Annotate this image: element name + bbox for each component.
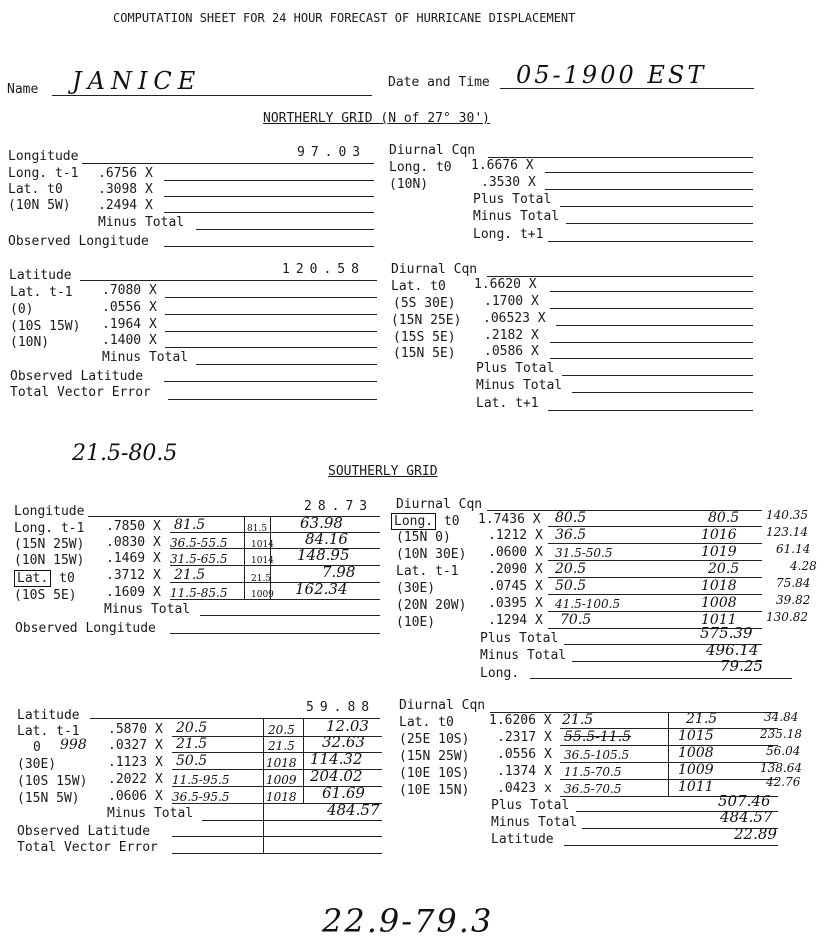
s-long-row-line <box>170 532 380 533</box>
s-dl-row-pos: 31.5-50.5 <box>555 546 613 560</box>
n-dl-minus-total: Minus Total <box>473 209 560 224</box>
s-long-row-coef: .1469 X <box>106 551 161 566</box>
s-lat-row-label-note: 998 <box>60 737 87 753</box>
n-diurnal-long-title: Diurnal Cqn <box>389 143 476 158</box>
s-dl-row-val: 1008 <box>701 595 737 611</box>
n-dlat-row-label: Lat. t0 <box>391 279 446 294</box>
s-dlat-row-pos: 11.5-70.5 <box>564 765 622 779</box>
s-long-row-prod: 63.98 <box>300 514 343 532</box>
n-long-row-line <box>164 212 374 213</box>
s-dl-row-label: (15N 0) <box>396 530 451 545</box>
s-long-row-label: (15N 25W) <box>14 537 85 552</box>
name-line <box>52 95 372 96</box>
s-lat-minus-line <box>202 820 382 821</box>
n-lat-minus-line <box>196 364 377 365</box>
s-observed-longitude: Observed Longitude <box>15 621 156 636</box>
s-dlat-result-line <box>564 845 778 846</box>
n-diurnal-lat-title: Diurnal Cqn <box>391 262 478 277</box>
s-lat-row-val: 20.5 <box>268 723 295 737</box>
s-dlat-row-val: 1008 <box>678 745 714 761</box>
s-dl-row-prod: 4.28 <box>790 559 817 573</box>
s-long-row-pos: 21.5 <box>174 567 206 583</box>
n-long-row-label: (10N 5W) <box>8 198 71 213</box>
s-dl-row-pos: 41.5-100.5 <box>555 597 621 611</box>
s-lat-row-coef: .1123 X <box>108 755 163 770</box>
s-dlat-plus-total: Plus Total <box>491 798 570 813</box>
s-lat-minus-total-value: 484.57 <box>327 801 380 819</box>
n-dl-row-line <box>545 189 753 190</box>
s-latitude-total: 59.88 <box>306 700 376 715</box>
s-long-row-label-lat-t0 <box>14 571 75 586</box>
n-dlat-minus-total: Minus Total <box>476 378 563 393</box>
s-long-row-pos: 81.5 <box>174 517 206 533</box>
s-diurnal-lat-title: Diurnal Cqn <box>399 698 486 713</box>
n-latitude-line <box>80 280 377 281</box>
s-lat-row-val: 1018 <box>266 756 297 770</box>
s-dlat-row-label: (10E 10S) <box>399 766 470 781</box>
s-lat-row-val: 1009 <box>266 773 297 787</box>
n-dlat-result-line <box>548 410 753 411</box>
n-dlat-row-label: (15N 5E) <box>393 346 456 361</box>
s-dl-row-pos: 36.5 <box>555 527 587 543</box>
s-dlat-row-pos: 36.5-105.5 <box>564 748 630 762</box>
s-lat-row-label: (10S 15W) <box>17 774 88 789</box>
s-long-minus-line <box>200 615 380 616</box>
s-vector-error-line <box>172 853 382 854</box>
s-dlat-minus-total-value: 484.57 <box>720 808 773 826</box>
n-observed-lat-line <box>164 381 377 382</box>
s-lat-row-val: 1018 <box>266 790 297 804</box>
s-dlat-row-label: (25E 10S) <box>399 732 470 747</box>
s-lat-row-pos: 50.5 <box>176 753 208 769</box>
s-long-row-line <box>170 582 380 583</box>
n-longitude-line <box>82 163 374 164</box>
s-dl-row-pos: 80.5 <box>555 510 587 526</box>
n-long-row-coef: .3098 X <box>98 182 153 197</box>
s-lat-column-divider <box>263 718 264 854</box>
n-dl-row-label: Long. t0 <box>389 160 452 175</box>
s-lat-row-prod: 61.69 <box>322 784 365 802</box>
n-dl-row-coef: .3530 X <box>481 175 536 190</box>
n-longitude-label: Longitude <box>8 149 79 164</box>
n-dl-row-line <box>545 172 753 173</box>
s-lat-row-coef: .2022 X <box>108 772 163 787</box>
s-long-row-val: 1009 <box>251 590 274 600</box>
s-dl-row-prod: 123.14 <box>766 525 808 539</box>
s-dl-row-coef: 1.7436 X <box>478 512 541 527</box>
n-dlat-result: Lat. t+1 <box>476 396 539 411</box>
n-latitude-total: 120.58 <box>282 262 365 277</box>
s-long-minus-total: Minus Total <box>104 602 191 617</box>
s-observed-lat-line <box>172 836 382 837</box>
n-dlat-row-label: (15N 25E) <box>391 313 462 328</box>
s-long-row-prod: 148.95 <box>297 546 350 564</box>
n-lat-row-label: Lat. t-1 <box>10 285 73 300</box>
s-lat-row-label: (30E) <box>17 757 57 772</box>
s-lat-row-prod: 12.03 <box>326 717 369 735</box>
s-dl-row-val: 1018 <box>701 578 737 594</box>
n-lat-row-label: (10S 15W) <box>10 319 81 334</box>
s-long-row-line <box>170 599 380 600</box>
s-dlat-result-value: 22.89 <box>734 825 777 843</box>
s-dl-row-prod: 75.84 <box>776 576 811 590</box>
s-total-vector-error: Total Vector Error <box>17 840 158 855</box>
n-observed-latitude: Observed Latitude <box>10 369 144 384</box>
n-lat-row-label: (10N) <box>10 335 50 350</box>
s-dlat-result: Latitude <box>491 832 554 847</box>
s-longitude-total: 28.73 <box>304 499 374 514</box>
sheet-title: COMPUTATION SHEET FOR 24 HOUR FORECAST OF HURRICANE DISPLACEMENT <box>113 11 576 25</box>
s-long-row-coef: .0830 X <box>106 535 161 550</box>
s-dlat-row-prod: 235.18 <box>760 727 802 741</box>
n-long-row-line <box>164 196 374 197</box>
s-dl-row-pos: 70.5 <box>560 612 592 628</box>
s-dl-row-pos: 50.5 <box>555 578 587 594</box>
n-dl-minus-line <box>566 223 753 224</box>
n-latitude-label: Latitude <box>9 268 72 283</box>
s-lat-minus-total: Minus Total <box>107 806 194 821</box>
s-long-row-label: (10N 15W) <box>14 553 85 568</box>
n-lat-row-line <box>165 297 377 298</box>
n-dlat-row-coef: .2182 X <box>484 328 539 343</box>
n-dlat-row-coef: .06523 X <box>483 311 546 326</box>
s-dlat-row-val: 1009 <box>678 762 714 778</box>
boxed-label: Lat. <box>14 570 51 587</box>
n-lat-row-line <box>165 314 377 315</box>
name-value: JANICE <box>72 67 202 95</box>
s-dlat-row-prod: 138.64 <box>760 761 802 775</box>
s-dlat-minus-total: Minus Total <box>491 815 578 830</box>
s-dlat-row-line <box>560 745 778 746</box>
s-dl-minus-total: Minus Total <box>480 648 567 663</box>
s-dl-row-coef: .1294 X <box>488 613 543 628</box>
s-lat-row-prod: 114.32 <box>310 750 363 768</box>
s-long-row-pos: 31.5-65.5 <box>170 552 228 566</box>
n-dlat-row-label: (5S 30E) <box>393 296 456 311</box>
n-observed-longitude: Observed Longitude <box>8 234 149 249</box>
s-dl-plus-total: Plus Total <box>480 631 559 646</box>
s-dlat-row-line <box>560 762 778 763</box>
label-suffix: t0 <box>59 571 75 586</box>
s-long-row-coef: .3712 X <box>106 568 161 583</box>
s-dl-row-label-long-t0 <box>391 514 460 529</box>
s-dlat-row-prod: 34.84 <box>764 710 799 724</box>
s-dl-row-prod: 140.35 <box>766 508 808 522</box>
date-label: Date and Time <box>388 75 490 90</box>
s-dl-row-label: (30E) <box>396 581 436 596</box>
s-dl-row-val: 1011 <box>701 612 737 628</box>
s-dlat-row-coef: .0423 x <box>497 781 552 796</box>
s-lat-row-coef: .5870 X <box>108 722 163 737</box>
s-lat-row-pos: 36.5-95.5 <box>172 790 230 804</box>
s-dlat-row-label: (10E 15N) <box>399 783 470 798</box>
n-dlat-row-coef: .0586 X <box>484 344 539 359</box>
s-lat-column-divider <box>303 718 304 804</box>
s-dl-result-line <box>530 678 792 679</box>
s-observed-latitude: Observed Latitude <box>17 824 151 839</box>
s-dl-row-prod: 39.82 <box>776 593 811 607</box>
s-dl-row-label: Lat. t-1 <box>396 564 459 579</box>
s-dlat-row-pos: 55.5-11.5 <box>564 729 632 745</box>
date-line <box>500 88 754 89</box>
s-dl-row-coef: .2090 X <box>488 562 543 577</box>
s-dlat-row-val: 1011 <box>678 779 714 795</box>
s-lat-row-label: Lat. t-1 <box>17 724 80 739</box>
n-dl-row-label: (10N) <box>389 177 429 192</box>
s-observed-long-line <box>170 633 380 634</box>
s-long-column-divider <box>244 516 245 600</box>
label-suffix: t0 <box>443 514 460 529</box>
s-dlat-row-pos: 21.5 <box>562 712 594 728</box>
n-long-row-coef: .6756 X <box>98 166 153 181</box>
s-longitude-label: Longitude <box>14 504 85 519</box>
n-vector-error-line <box>168 399 377 400</box>
s-dl-plus-total-value: 575.39 <box>700 624 753 642</box>
s-lat-row-pos: 21.5 <box>176 736 208 752</box>
n-dl-row-coef: 1.6676 X <box>471 158 534 173</box>
s-long-row-coef: .7850 X <box>106 519 161 534</box>
n-long-minus-line <box>196 229 374 230</box>
s-dlat-row-val: 21.5 <box>686 711 718 727</box>
s-dl-row-coef: .1212 X <box>488 528 543 543</box>
n-lat-row-line <box>165 347 377 348</box>
s-long-row-label: (10S 5E) <box>14 588 77 603</box>
s-long-row-val: 1014 <box>251 556 274 566</box>
n-long-row-label: Lat. t0 <box>8 182 63 197</box>
s-dl-result: Long. <box>480 666 520 681</box>
s-long-row-label: Long. t-1 <box>14 521 85 536</box>
s-lat-row-prod: 204.02 <box>310 767 363 785</box>
name-label: Name <box>7 82 39 97</box>
s-dl-row-pos: 20.5 <box>555 561 587 577</box>
n-dl-plus-total: Plus Total <box>473 192 552 207</box>
s-dl-row-val: 1019 <box>701 544 737 560</box>
n-dlat-row-line <box>550 291 753 292</box>
n-dlat-plus-total: Plus Total <box>476 361 555 376</box>
n-long-row-label: Long. t-1 <box>8 166 79 181</box>
position-note: 21.5-80.5 <box>72 441 178 466</box>
s-dl-row-coef: .0600 X <box>488 545 543 560</box>
boxed-label: Long. <box>391 513 436 530</box>
s-dlat-row-label: (15N 25W) <box>399 749 470 764</box>
date-value: 05-1900 EST <box>516 61 707 89</box>
n-lat-row-label: (0) <box>10 302 34 317</box>
southerly-grid-title: SOUTHERLY GRID <box>328 464 438 479</box>
n-dlat-row-line <box>556 325 753 326</box>
s-dl-row-label: (10E) <box>396 615 436 630</box>
s-long-row-prod: 162.34 <box>295 580 348 598</box>
n-dl-result: Long. t+1 <box>473 227 544 242</box>
n-dlat-row-coef: .1700 X <box>484 294 539 309</box>
n-dlat-row-line <box>550 358 753 359</box>
s-dlat-plus-total-value: 507.46 <box>718 792 771 810</box>
s-lat-row-pos: 11.5-95.5 <box>172 773 230 787</box>
s-long-row-pos: 11.5-85.5 <box>170 586 228 600</box>
s-lat-row-val: 21.5 <box>268 739 295 753</box>
s-dl-minus-total-value: 496.14 <box>706 641 759 659</box>
s-dlat-row-line <box>560 779 778 780</box>
s-dl-row-val: 20.5 <box>708 561 740 577</box>
s-latitude-label: Latitude <box>17 708 80 723</box>
n-long-row-line <box>164 180 374 181</box>
n-total-vector-error: Total Vector Error <box>10 385 151 400</box>
s-long-row-prod: 84.16 <box>305 530 348 548</box>
n-dlat-minus-line <box>572 392 753 393</box>
s-dlat-row-coef: 1.6206 X <box>489 713 552 728</box>
northerly-grid-title: NORTHERLY GRID (N of 27° 30') <box>263 111 490 126</box>
n-observed-long-line <box>164 246 374 247</box>
n-lat-row-line <box>165 331 377 332</box>
n-dlat-row-line <box>550 308 753 309</box>
n-dlat-row-coef: 1.6620 X <box>474 277 537 292</box>
s-long-row-val: 81.5 <box>247 524 268 534</box>
s-dlat-row-coef: .1374 X <box>497 764 552 779</box>
s-diurnal-long-title: Diurnal Cqn <box>396 497 483 512</box>
s-dlat-column-divider <box>668 712 669 797</box>
s-long-row-coef: .1609 X <box>106 585 161 600</box>
n-lat-row-coef: .7080 X <box>102 283 157 298</box>
n-dlat-plus-line <box>562 375 753 376</box>
n-dlat-row-label: (15S 5E) <box>393 330 456 345</box>
s-dl-row-prod: 130.82 <box>766 610 808 624</box>
s-dl-row-coef: .0395 X <box>488 596 543 611</box>
s-dlat-row-label: Lat. t0 <box>399 715 454 730</box>
s-lat-row-label: (15N 5W) <box>17 791 80 806</box>
s-dlat-row-pos: 36.5-70.5 <box>564 782 622 796</box>
n-longitude-total: 97.03 <box>297 145 367 160</box>
s-lat-row-coef: .0606 X <box>108 789 163 804</box>
s-lat-row-label: 0 <box>33 740 41 755</box>
n-long-row-coef: .2494 X <box>98 198 153 213</box>
s-lat-row-pos: 20.5 <box>176 720 208 736</box>
n-dl-plus-line <box>560 206 753 207</box>
n-lat-row-coef: .0556 X <box>102 300 157 315</box>
n-dlat-row-line <box>550 342 753 343</box>
s-dlat-row-val: 1015 <box>678 728 714 744</box>
s-dl-result-value: 79.25 <box>720 657 763 675</box>
s-dlat-row-coef: .2317 X <box>497 730 552 745</box>
s-long-column-divider <box>270 516 271 600</box>
s-dlat-row-prod: 42.76 <box>766 775 801 789</box>
s-lat-row-coef: .0327 X <box>108 738 163 753</box>
n-lat-minus-total: Minus Total <box>102 350 189 365</box>
final-position: 22.9-79.3 <box>322 902 494 940</box>
s-long-row-pos: 36.5-55.5 <box>170 536 228 550</box>
s-dl-row-val: 80.5 <box>708 510 740 526</box>
n-dl-result-line <box>548 241 753 242</box>
s-long-row-val: 21.5 <box>251 574 272 584</box>
s-long-row-prod: 7.98 <box>322 563 356 581</box>
s-long-row-val: 1014 <box>251 540 274 550</box>
s-dlat-row-prod: 56.04 <box>766 744 801 758</box>
s-lat-row-prod: 32.63 <box>322 733 365 751</box>
n-lat-row-coef: .1400 X <box>102 333 157 348</box>
s-dlat-row-coef: .0556 X <box>497 747 552 762</box>
s-dl-row-prod: 61.14 <box>776 542 811 556</box>
s-dl-row-label: (20N 20W) <box>396 598 467 613</box>
n-long-minus-total: Minus Total <box>98 215 185 230</box>
s-dl-row-coef: .0745 X <box>488 579 543 594</box>
n-lat-row-coef: .1964 X <box>102 317 157 332</box>
s-dl-row-label: (10N 30E) <box>396 547 467 562</box>
s-dl-row-val: 1016 <box>701 527 737 543</box>
